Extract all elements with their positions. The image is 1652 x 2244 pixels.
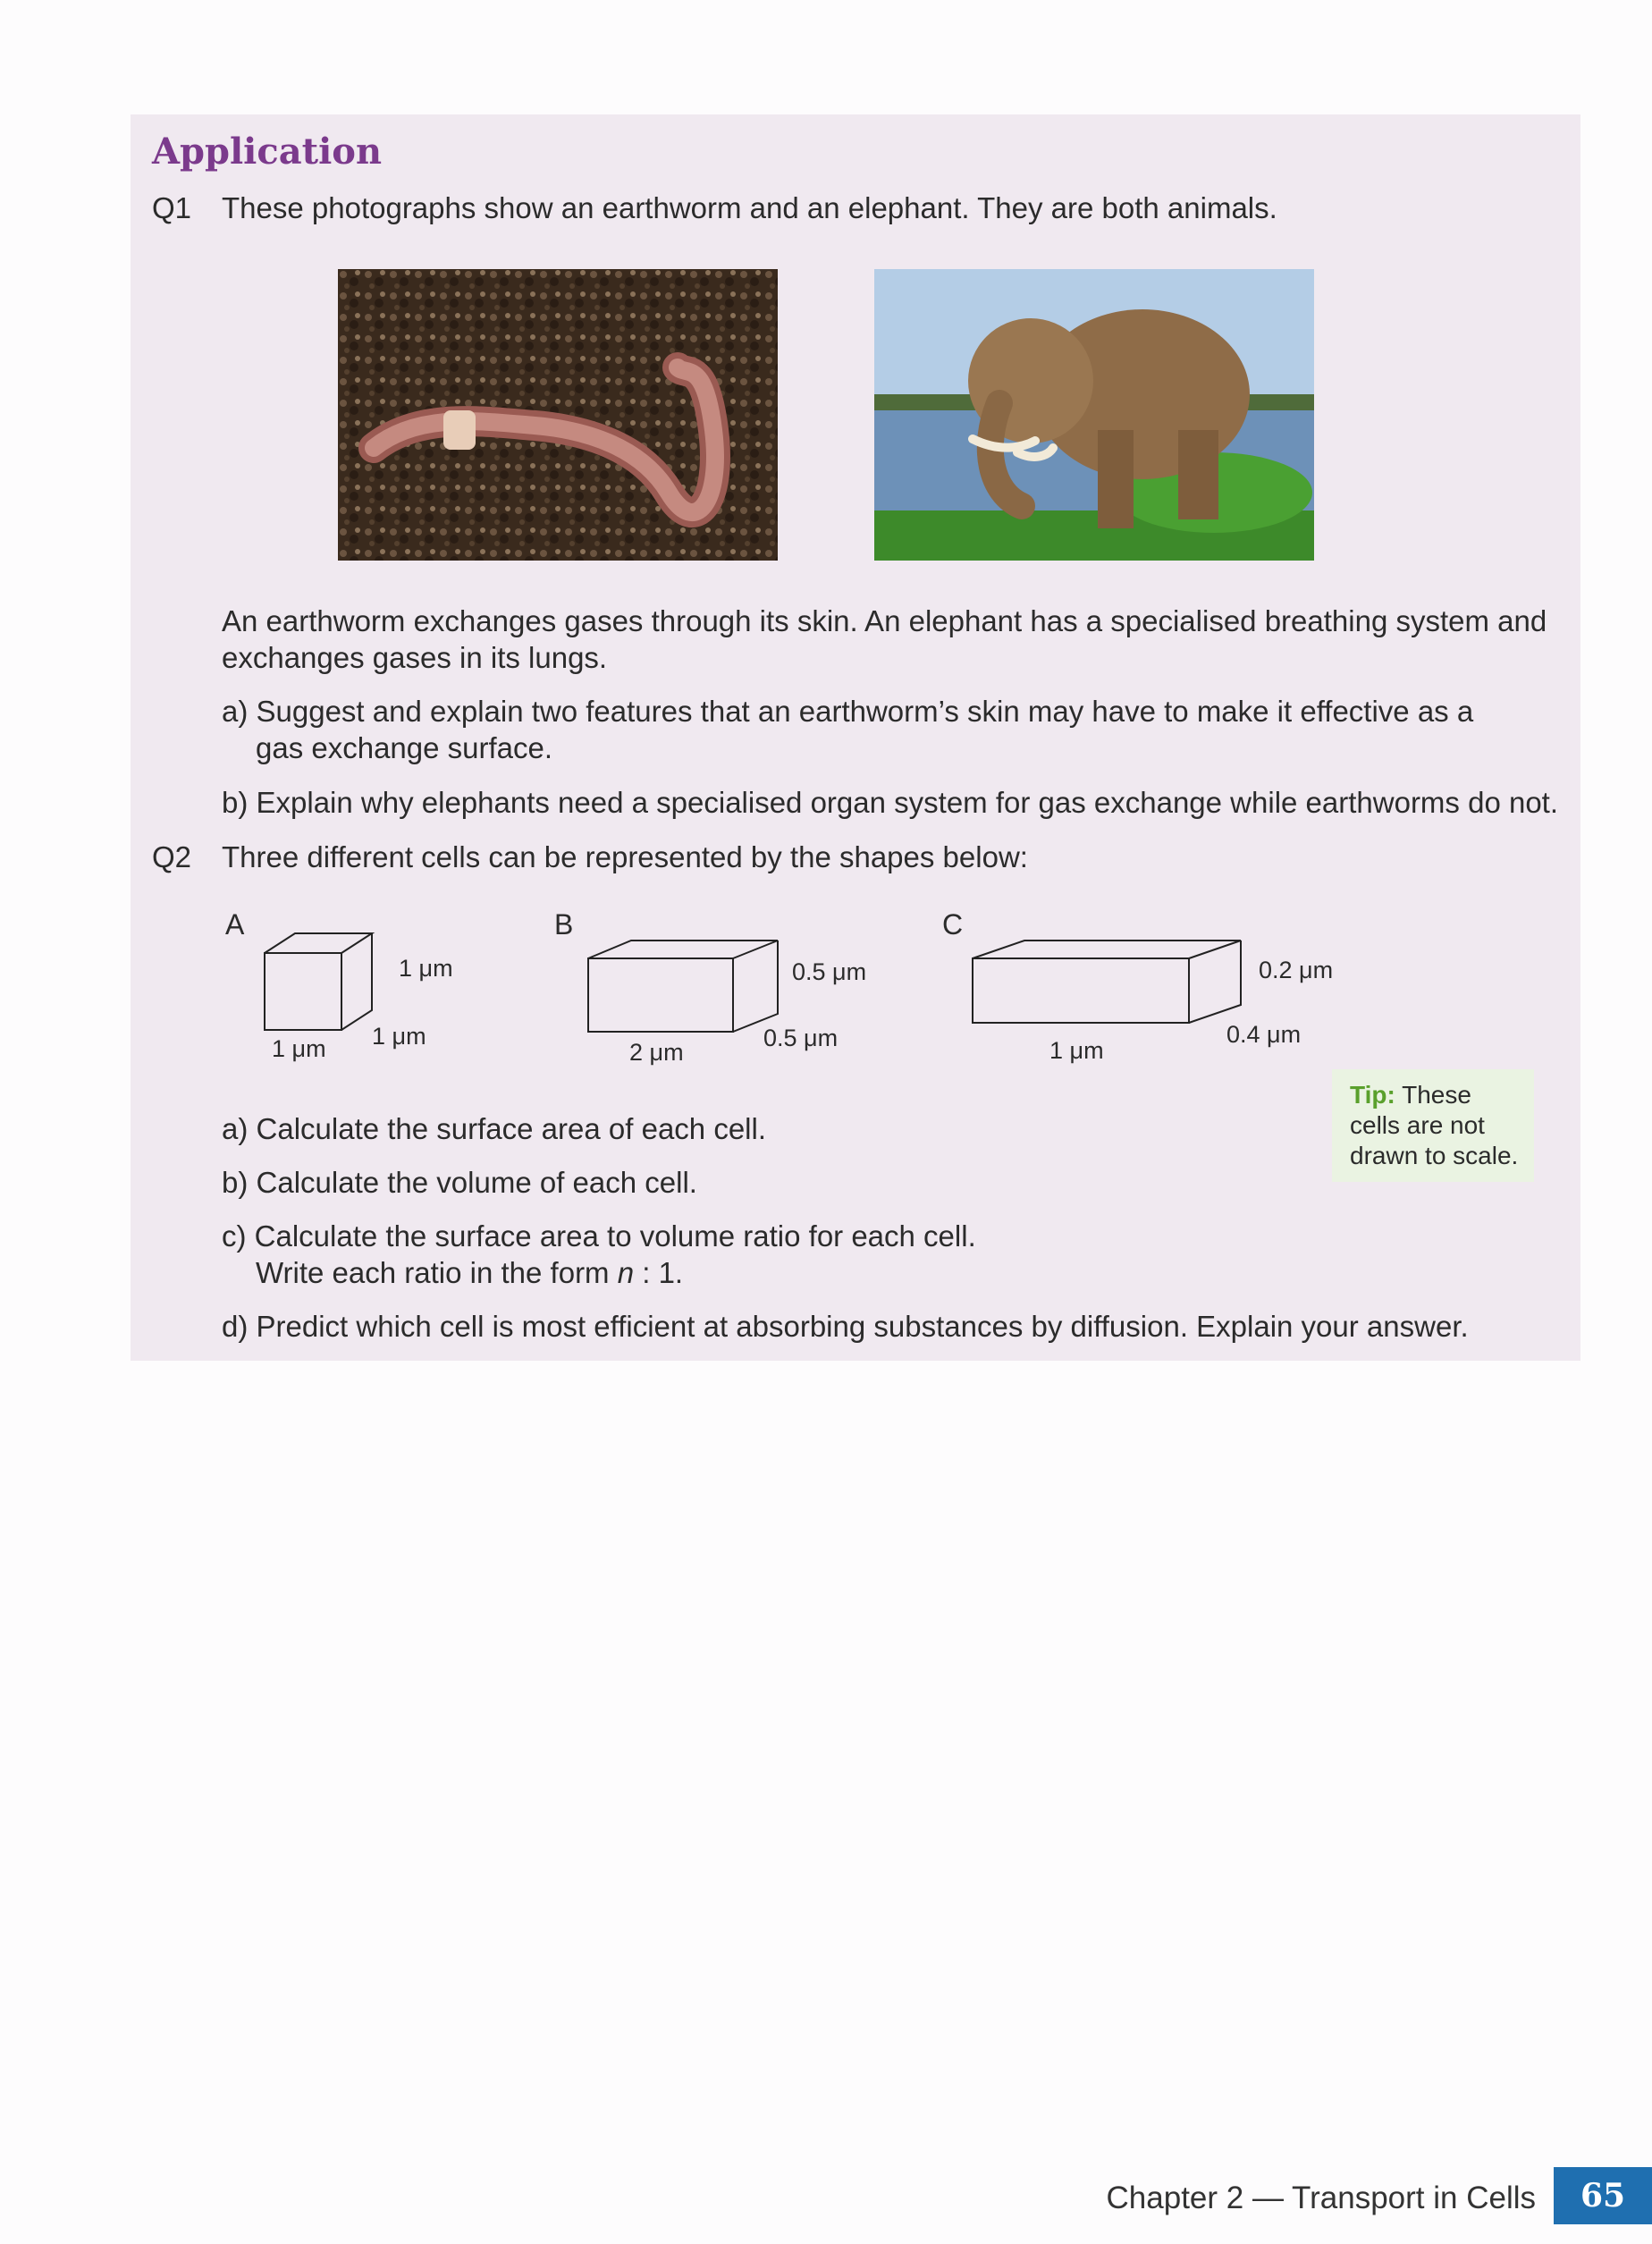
- q2-part-c-line2: [256, 1254, 683, 1291]
- q1-paragraph-line2: exchanges gases in its lungs.: [222, 641, 608, 674]
- earthworm-icon: [338, 269, 778, 561]
- q2-part-b: b) Calculate the volume of each cell.: [222, 1166, 697, 1199]
- cell-c-depth: 0.4 μm: [1226, 1021, 1302, 1048]
- cell-a-height: 1 μm: [399, 955, 453, 982]
- elephant-icon: [874, 269, 1314, 561]
- c-line2-suffix: : 1.: [634, 1256, 684, 1289]
- cell-c-front: 1 μm: [1049, 1037, 1104, 1064]
- q1-part-b: b) Explain why elephants need a specialised organ system for gas exchange while earthworms do not.: [222, 786, 1559, 819]
- q1-part-a-line1: a) Suggest and explain two features that an earthworm’s skin may have to make it effective as a: [222, 695, 1474, 728]
- cell-b-depth: 0.5 μm: [763, 1025, 839, 1051]
- cell-c-shape: [964, 937, 1259, 1035]
- tip-line3: drawn to scale.: [1350, 1142, 1519, 1169]
- q2-part-d: d) Predict which cell is most efficient at absorbing substances by diffusion. Explain your answer.: [222, 1310, 1469, 1343]
- tip-label: Tip:: [1350, 1081, 1395, 1109]
- cell-b-front: 2 μm: [629, 1039, 684, 1066]
- application-panel: [131, 114, 1580, 1361]
- c-line2-prefix: Write each ratio in the form: [256, 1256, 618, 1289]
- tip-line2: cells are not: [1350, 1111, 1485, 1139]
- tip-line1: [1350, 1080, 1534, 1110]
- q2-intro: Three different cells can be represented by the shapes below:: [222, 840, 1028, 873]
- page-number: 65: [1554, 2167, 1652, 2224]
- earthworm-photo: [338, 269, 778, 561]
- cell-b-height: 0.5 μm: [792, 958, 867, 985]
- question-number-q2: Q2: [152, 840, 192, 873]
- tip-text-1: These: [1402, 1081, 1471, 1109]
- cell-c-label: C: [942, 908, 964, 941]
- q1-intro: These photographs show an earthworm and an elephant. They are both animals.: [222, 191, 1277, 224]
- cell-c-height: 0.2 μm: [1259, 957, 1334, 983]
- q2-part-a: a) Calculate the surface area of each cell.: [222, 1112, 767, 1145]
- question-number-q1: Q1: [152, 191, 192, 224]
- q1-part-a-line2: gas exchange surface.: [256, 731, 553, 764]
- tip-box: [1332, 1069, 1534, 1182]
- elephant-photo: [874, 269, 1314, 561]
- section-heading: Application: [152, 131, 383, 173]
- q1-paragraph-line1: An earthworm exchanges gases through its skin. An elephant has a specialised breathing system and: [222, 604, 1547, 637]
- chapter-footer: Chapter 2 — Transport in Cells: [1106, 2181, 1536, 2215]
- q2-part-c-line1: c) Calculate the surface area to volume ratio for each cell.: [222, 1219, 976, 1253]
- cell-b-shape: [579, 937, 794, 1044]
- cell-a-front: 1 μm: [272, 1035, 326, 1062]
- cell-b-label: B: [554, 908, 574, 941]
- cell-a-label: A: [225, 908, 245, 941]
- cell-a-depth: 1 μm: [372, 1023, 426, 1050]
- ratio-variable: n: [617, 1256, 635, 1289]
